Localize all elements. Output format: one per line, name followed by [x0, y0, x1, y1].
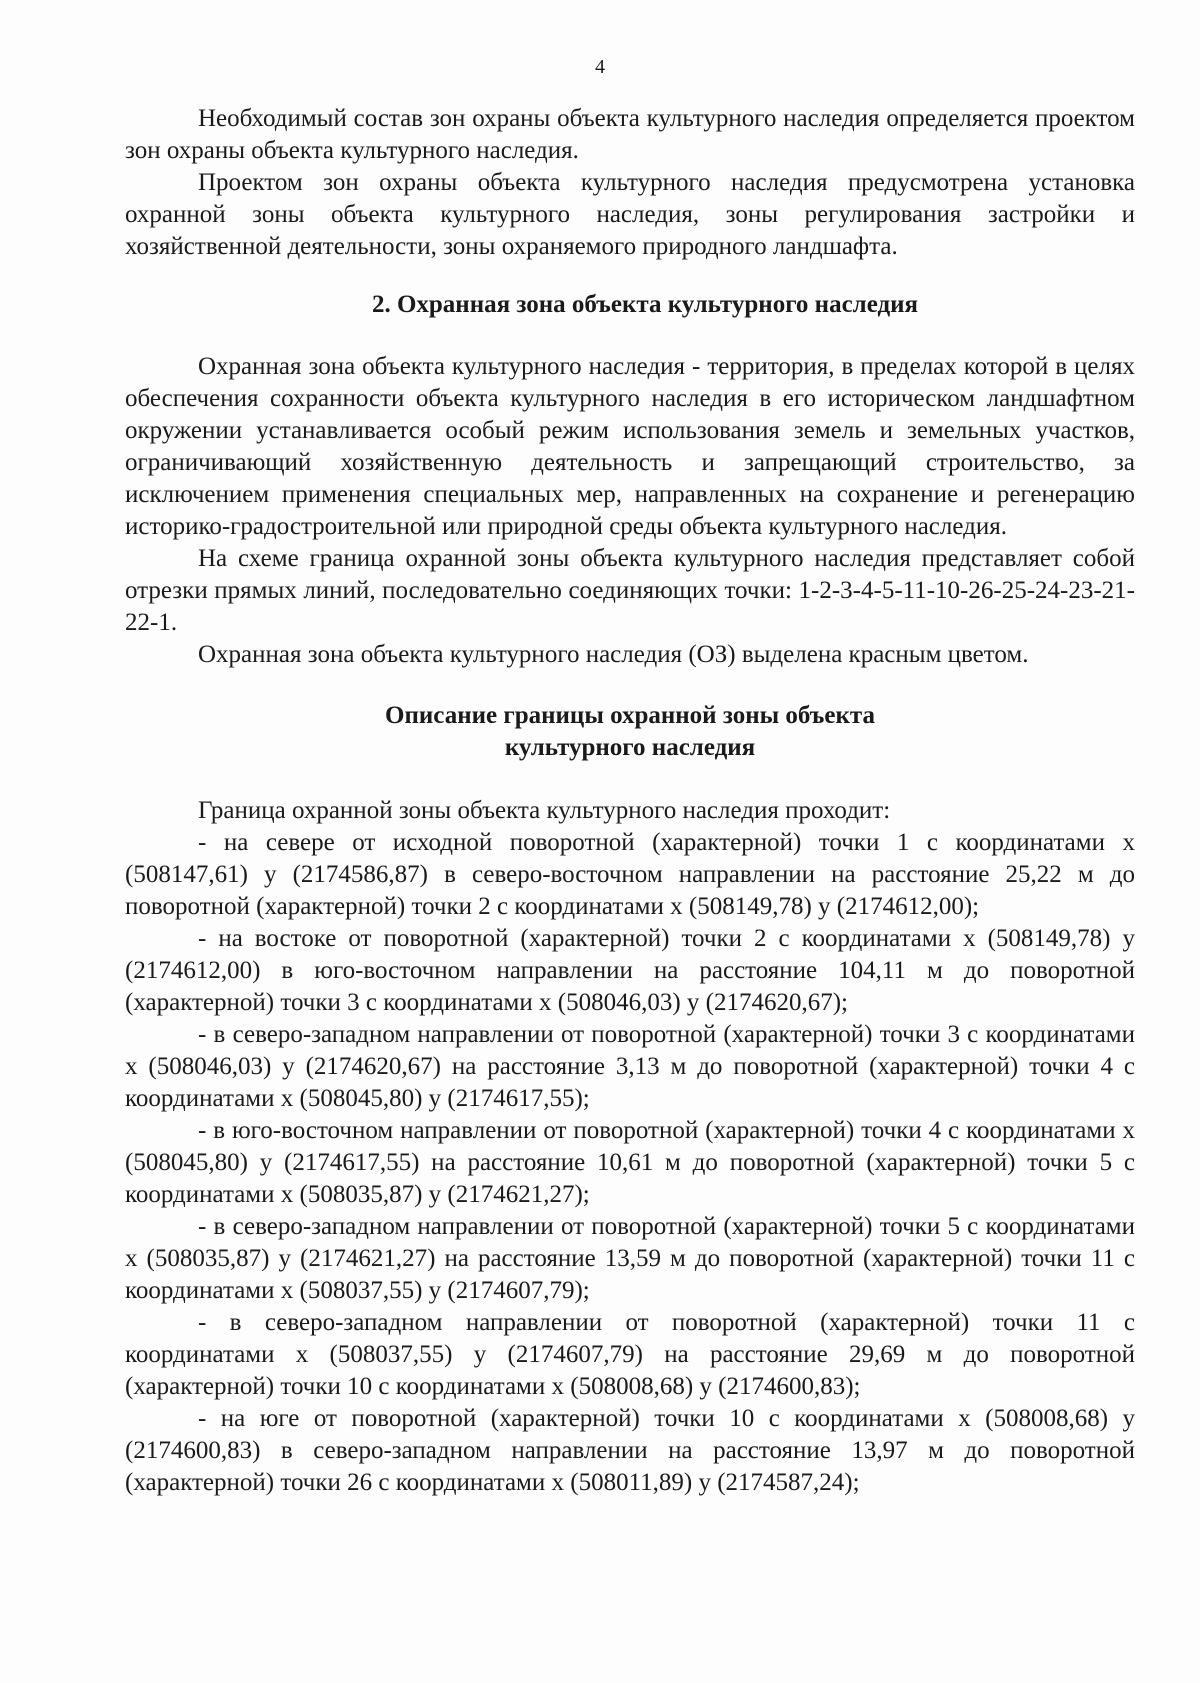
- boundary-segment: - в северо-западном направлении от поворотной (характерной) точки 11 с координатами х (508037,55) у (2174607,79) на расстояние 29,69 м до поворотной (характерной) точки 10 с координатами х (508008,68) у (2174600,83);: [125, 1309, 1135, 1400]
- boundary-segment: - в юго-восточном направлении от поворотной (характерной) точки 4 с координатами х (508045,80) у (2174617,55) на расстояние 10,61 м до поворотной (характерной) точки 5 с координатами х (508035,87) у (2174621,27);: [125, 1117, 1135, 1208]
- section-2-paragraph-2: На схеме граница охранной зоны объекта культурного наследия представляет собой отрезки прямых линий, последовательно соединяющих точки: 1-2-3-4-5-11-10-26-25-24-23-21-22-1.: [125, 545, 1135, 636]
- section-2-heading: 2. Охранная зона объекта культурного наследия: [371, 291, 919, 318]
- boundary-intro-paragraph: Граница охранной зоны объекта культурного наследия проходит:: [198, 797, 891, 824]
- boundary-heading-line-2: культурного наследия: [504, 734, 756, 761]
- section-2-paragraph-1: Охранная зона объекта культурного наследия - территория, в пределах которой в целях обеспечения сохранности объекта культурного наследия в его историческом ландшафтном окружении устанавливается особый режим использования земель и земельных участков, ограничивающий хозяйственную деятельность и запрещающий строительство, за исключением применения специальных мер, направленных на сохранение и регенерацию историко-градостроительной или природной среды объекта культурного наследия.: [125, 353, 1135, 540]
- document-body: [125, 103, 1135, 1499]
- section-2-paragraph-3: Охранная зона объекта культурного наследия (ОЗ) выделена красным цветом.: [198, 641, 1029, 668]
- boundary-segment: - на юге от поворотной (характерной) точки 10 с координатами х (508008,68) у (2174600,83) в северо-западном направлении на расстояние 13,97 м до поворотной (характерной) точки 26 с координатами х (508011,89) у (2174587,24);: [125, 1405, 1135, 1496]
- boundary-segments-list: [125, 827, 1135, 1499]
- boundary-segment: - в северо-западном направлении от поворотной (характерной) точки 3 с координатами х (508046,03) у (2174620,67) на расстояние 3,13 м до поворотной (характерной) точки 4 с координатами х (508045,80) у (2174617,55);: [125, 1021, 1135, 1112]
- intro-paragraph-2: Проектом зон охраны объекта культурного наследия предусмотрена установка охранной зоны объекта культурного наследия, зоны регулирования застройки и хозяйственной деятельности, зоны охраняемого природного ландшафта.: [125, 169, 1135, 260]
- boundary-segment: - на севере от исходной поворотной (характерной) точки 1 с координатами х (508147,61) у (2174586,87) в северо-восточном направлении на расстояние 25,22 м до поворотной (характерной) точки 2 с координатами х (508149,78) у (2174612,00);: [125, 829, 1135, 920]
- page-number: 4: [595, 56, 605, 78]
- boundary-segment: - в северо-западном направлении от поворотной (характерной) точки 5 с координатами х (508035,87) у (2174621,27) на расстояние 13,59 м до поворотной (характерной) точки 11 с координатами х (508037,55) у (2174607,79);: [125, 1213, 1135, 1304]
- intro-paragraph-1: Необходимый состав зон охраны объекта культурного наследия определяется проектом зон охраны объекта культурного наследия.: [125, 105, 1135, 164]
- boundary-description-heading: [125, 700, 1135, 764]
- boundary-segment: - на востоке от поворотной (характерной) точки 2 с координатами х (508149,78) у (2174612,00) в юго-восточном направлении на расстояние 104,11 м до поворотной (характерной) точки 3 с координатами х (508046,03) у (2174620,67);: [125, 925, 1135, 1016]
- boundary-heading-line-1: Описание границы охранной зоны объекта: [385, 702, 875, 729]
